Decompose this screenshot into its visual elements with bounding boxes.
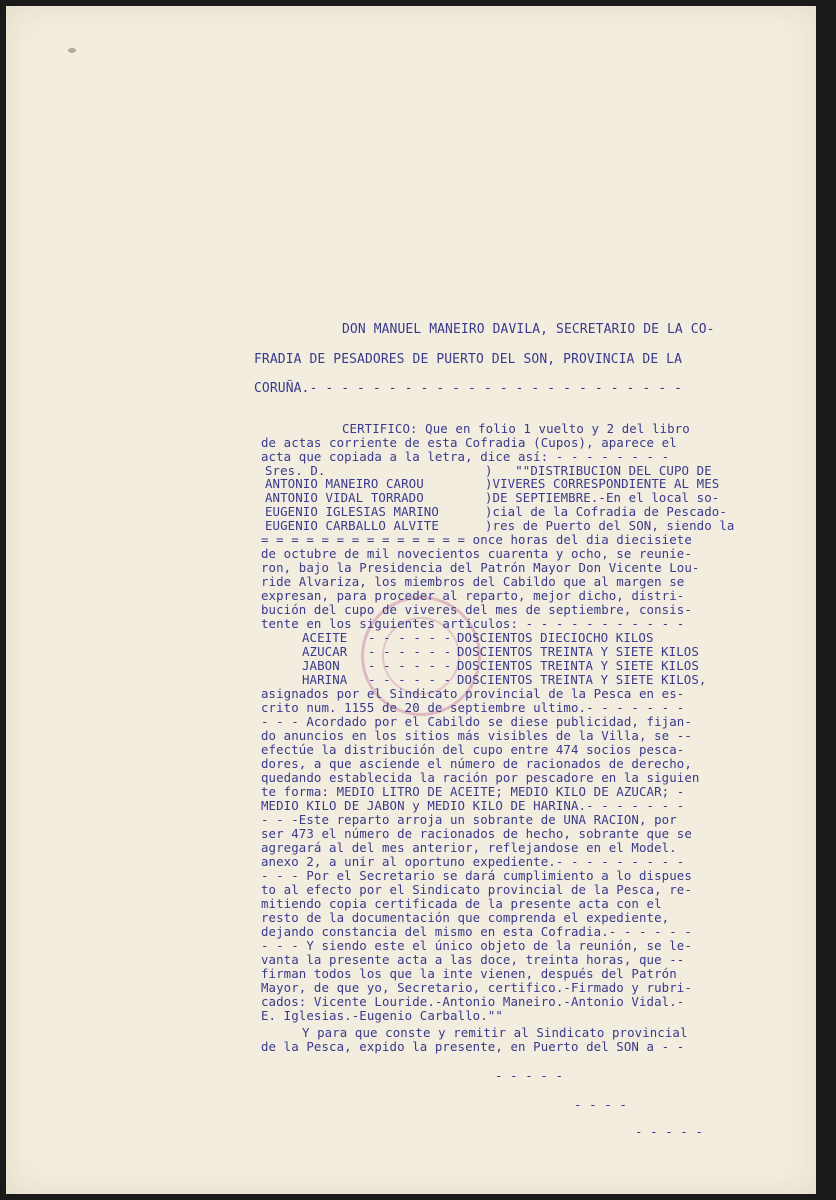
item-quantity: DOSCIENTOS TREINTA Y SIETE KILOS: [457, 644, 699, 659]
item-name: AZUCAR: [302, 644, 348, 659]
margin-name: EUGENIO IGLESIAS MARINO: [265, 504, 439, 519]
body-line: ser 473 el número de racionados de hecho, sobrante que se: [261, 826, 692, 841]
body-line: resto de la documentación que comprenda el expediente,: [261, 910, 670, 925]
margin-name: Sres. D.: [265, 463, 326, 478]
body-line: dores, a que asciende el número de racionados de derecho,: [261, 756, 692, 771]
trailing-dashes: - - - - -: [495, 1068, 564, 1083]
body-line: - - - Por el Secretario se dará cumplimiento a lo dispues: [261, 868, 692, 883]
body-line: Mayor, de que yo, Secretario, certifico.-Firmado y rubri-: [261, 980, 692, 995]
heading-line-2: FRADIA DE PESADORES DE PUERTO DEL SON, PROVINCIA DE LA: [254, 352, 683, 367]
trailing-dashes: - - - -: [574, 1097, 627, 1112]
body-line: te forma: MEDIO LITRO DE ACEITE; MEDIO KILO DE AZUCAR; -: [261, 784, 685, 799]
body-line: tente en los siguientes articulos: - - - - - - - - - - -: [261, 616, 685, 631]
body-line: MEDIO KILO DE JABON y MEDIO KILO DE HARINA.- - - - - - -: [261, 798, 685, 813]
body-line: ride Alvariza, los miembros del Cabildo que al margen se: [261, 574, 685, 589]
item-dashes: - - - - - -: [368, 658, 452, 673]
closing-line: de la Pesca, expido la presente, en Puerto del SON a - -: [261, 1039, 685, 1054]
body-line: cados: Vicente Louride.-Antonio Maneiro.-Antonio Vidal.-: [261, 994, 685, 1009]
margin-title-line: )DE SEPTIEMBRE.-En el local so-: [485, 490, 720, 505]
margin-title-line: )res de Puerto del SON, siendo la: [485, 518, 735, 533]
body-line: to al efecto por el Sindicato provincial de la Pesca, re-: [261, 882, 692, 897]
closing-line: Y para que conste y remitir al Sindicato provincial: [302, 1025, 688, 1040]
body-line: anexo 2, a unir al oportuno expediente.- - - - - - - - -: [261, 854, 685, 869]
trailing-dashes: - - - - -: [635, 1124, 704, 1139]
margin-name: ANTONIO MANEIRO CAROU: [265, 476, 424, 491]
item-quantity: DOSCIENTOS TREINTA Y SIETE KILOS: [457, 658, 699, 673]
margin-title-line: ) ""DISTRIBUCION DEL CUPO DE: [485, 463, 712, 478]
body-line: expresan, para proceder al reparto, mejor dicho, distri-: [261, 588, 685, 603]
body-line: dejando constancia del mismo en esta Cofradia.- - - - - -: [261, 924, 692, 939]
intro-line: CERTIFICO: Que en folio 1 vuelto y 2 del libro: [342, 421, 690, 436]
body-line: asignados por el Sindicato provincial de la Pesca en es-: [261, 686, 685, 701]
item-name: ACEITE: [302, 630, 348, 645]
body-line: mitiendo copia certificada de la presente acta con el: [261, 896, 662, 911]
body-line: ron, bajo la Presidencia del Patrón Mayor Don Vicente Lou-: [261, 560, 700, 575]
item-name: JABON: [302, 658, 340, 673]
intro-line: de actas corriente de esta Cofradia (Cupos), aparece el: [261, 435, 677, 450]
body-line: quedando establecida la ración por pescadore en la siguien: [261, 770, 700, 785]
document-page: [6, 6, 816, 1194]
item-dashes: - - - - - -: [368, 644, 452, 659]
margin-title-line: )VIVERES CORRESPONDIENTE AL MES: [485, 476, 720, 491]
body-line: agregará al del mes anterior, reflejandose en el Model.: [261, 840, 677, 855]
paper-speck: [68, 48, 76, 53]
item-name: HARINA: [302, 672, 348, 687]
heading-line-1: DON MANUEL MANEIRO DAVILA, SECRETARIO DE LA CO-: [342, 322, 715, 337]
body-line: vanta la presente acta a las doce, treinta horas, que --: [261, 952, 685, 967]
item-quantity: DOSCIENTOS DIECIOCHO KILOS: [457, 630, 654, 645]
body-line: efectúe la distribución del cupo entre 474 socios pesca-: [261, 742, 685, 757]
body-line: = = = = = = = = = = = = = = once horas del dia diecisiete: [261, 532, 692, 547]
body-line: de octubre de mil novecientos cuarenta y ocho, se reunie-: [261, 546, 692, 561]
margin-name: ANTONIO VIDAL TORRADO: [265, 490, 424, 505]
margin-name: EUGENIO CARBALLO ALVITE: [265, 518, 439, 533]
body-line: - - - Acordado por el Cabildo se diese publicidad, fijan-: [261, 714, 692, 729]
body-line: firman todos los que la inte vienen, después del Patrón: [261, 966, 677, 981]
body-line: - - - Y siendo este el único objeto de la reunión, se le-: [261, 938, 692, 953]
body-line: do anuncios en los sitios más visibles de la Villa, se --: [261, 728, 692, 743]
body-line: E. Iglesias.-Eugenio Carballo."": [261, 1008, 503, 1023]
intro-line: acta que copiada a la letra, dice así: - - - - - - - -: [261, 449, 670, 464]
item-dashes: - - - - - -: [368, 630, 452, 645]
item-quantity: DOSCIENTOS TREINTA Y SIETE KILOS,: [457, 672, 707, 687]
heading-line-3: CORUÑA.- - - - - - - - - - - - - - - - - - - - - - - -: [254, 381, 683, 396]
body-line: crito num. 1155 de 20 de septiembre ultimo.- - - - - - -: [261, 700, 685, 715]
body-line: bución del cupo de viveres del mes de septiembre, consis-: [261, 602, 692, 617]
body-line: - - -Este reparto arroja un sobrante de UNA RACION, por: [261, 812, 677, 827]
item-dashes: - - - - - -: [368, 672, 452, 687]
margin-title-line: )cial de la Cofradia de Pescado-: [485, 504, 727, 519]
